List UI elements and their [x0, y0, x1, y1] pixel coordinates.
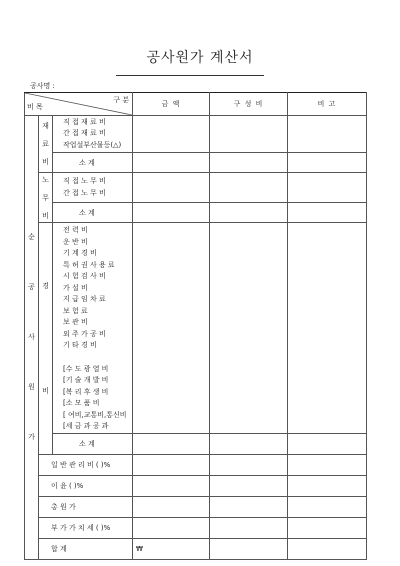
ratio-cell[interactable] [210, 433, 288, 454]
amount-cell[interactable] [133, 475, 210, 496]
labor-items [53, 173, 133, 203]
labor-cost-label: 노 무 비 [39, 173, 53, 223]
list-item: 기 타 경 비 [63, 341, 97, 349]
remarks-cell[interactable] [288, 454, 367, 475]
amount-cell[interactable] [133, 203, 210, 223]
list-item: 운 반 비 [63, 237, 88, 246]
ratio-cell[interactable] [210, 496, 288, 517]
list-item: [소 모 품 비 [63, 399, 100, 407]
expense-subtotal-row [25, 433, 367, 454]
list-item: [ 여비,교통비,통신비 [63, 410, 127, 419]
material-subtotal: 소 계 [53, 153, 133, 173]
labor-subtotal: 소 계 [53, 203, 133, 223]
list-item: 기 계 경 비 [63, 249, 97, 257]
grand-total-amount[interactable]: ₩ [133, 538, 210, 559]
ratio-cell[interactable] [210, 538, 288, 559]
header-diagonal-cell [25, 93, 133, 116]
amount-cell[interactable] [133, 496, 210, 517]
remarks-cell[interactable] [288, 173, 367, 203]
material-cost-label: 재 료 비 [39, 116, 53, 173]
ratio-cell[interactable] [210, 173, 288, 203]
header-ratio: 구 성 비 [210, 93, 288, 116]
remarks-cell[interactable] [288, 475, 367, 496]
total-cost-label: 총 원 가 [39, 496, 133, 517]
ratio-cell[interactable] [210, 223, 288, 434]
list-item: 작업설부산물등(△) [63, 140, 122, 149]
cost-statement-table [24, 92, 367, 560]
net-construction-cost-label: 순 공 사 원 가 [25, 116, 39, 560]
labor-subtotal-row [25, 203, 367, 223]
amount-cell[interactable] [133, 433, 210, 454]
remarks-cell[interactable] [288, 433, 367, 454]
header-bimok: 비 목 [27, 103, 43, 111]
amount-cell[interactable] [133, 517, 210, 538]
amount-cell[interactable] [133, 153, 210, 173]
amount-cell[interactable] [133, 454, 210, 475]
list-item: 시 험 검 사 비 [63, 272, 106, 280]
amount-cell[interactable] [133, 223, 210, 434]
remarks-cell[interactable] [288, 517, 367, 538]
list-item: 간 접 노 무 비 [63, 188, 106, 197]
list-item: 보 험 료 [63, 306, 88, 315]
expense-subtotal: 소 계 [53, 433, 133, 454]
list-item: 간 접 재 료 비 [63, 129, 106, 138]
remarks-cell[interactable] [288, 153, 367, 173]
remarks-cell[interactable] [288, 116, 367, 153]
list-item: 보 관 비 [63, 318, 88, 326]
ratio-cell[interactable] [210, 116, 288, 153]
remarks-cell[interactable] [288, 496, 367, 517]
list-item: 직 접 재 료 비 [63, 117, 106, 126]
header-remarks: 비 고 [288, 93, 367, 116]
ratio-cell[interactable] [210, 475, 288, 496]
remarks-cell[interactable] [288, 203, 367, 223]
grand-total-label: 합 계 [39, 538, 133, 559]
list-item: [복 리 후 생 비 [63, 387, 109, 396]
material-items-row [25, 116, 367, 153]
summary-row-profit [25, 475, 367, 496]
summary-row-total-cost [25, 496, 367, 517]
list-item: 직 접 노 무 비 [63, 177, 106, 185]
header-amount: 금 액 [133, 93, 210, 116]
title-underline [116, 75, 264, 76]
list-item: [기 술 개 발 비 [63, 376, 109, 384]
remarks-cell[interactable] [288, 223, 367, 434]
list-item: 특 허 권 사 용 료 [63, 260, 115, 269]
summary-row-general-admin [25, 454, 367, 475]
list-item: 전 력 비 [63, 226, 88, 234]
expense-items-row [25, 223, 367, 434]
project-name-label: 공사명 : [30, 82, 55, 90]
summary-row-vat [25, 517, 367, 538]
header-gubun: 구 분 [113, 96, 130, 104]
list-item: 지 급 임 차 료 [63, 295, 106, 303]
expense-items [53, 223, 133, 434]
list-item: 외 주 가 공 비 [63, 329, 106, 338]
vat-label: 부 가 가 치 세 ( )% [39, 517, 133, 538]
ratio-cell[interactable] [210, 454, 288, 475]
ratio-cell[interactable] [210, 203, 288, 223]
profit-label: 이 윤 ( )% [39, 475, 133, 496]
summary-row-grand-total [25, 538, 367, 559]
amount-cell[interactable] [133, 116, 210, 153]
list-item: [수 도 광 열 비 [63, 364, 109, 373]
labor-items-row [25, 173, 367, 203]
document-title: 공사원가 계산서 [146, 50, 254, 66]
list-item: [세 금 과 공 과 [63, 422, 109, 430]
material-subtotal-row [25, 153, 367, 173]
general-admin-label: 일 반 관 리 비 ( )% [39, 454, 133, 475]
material-items [53, 116, 133, 153]
ratio-cell[interactable] [210, 517, 288, 538]
remarks-cell[interactable] [288, 538, 367, 559]
expense-label: 경 비 [39, 223, 53, 455]
list-item: 가 설 비 [63, 283, 88, 292]
amount-cell[interactable] [133, 173, 210, 203]
header-row [25, 93, 367, 116]
ratio-cell[interactable] [210, 153, 288, 173]
